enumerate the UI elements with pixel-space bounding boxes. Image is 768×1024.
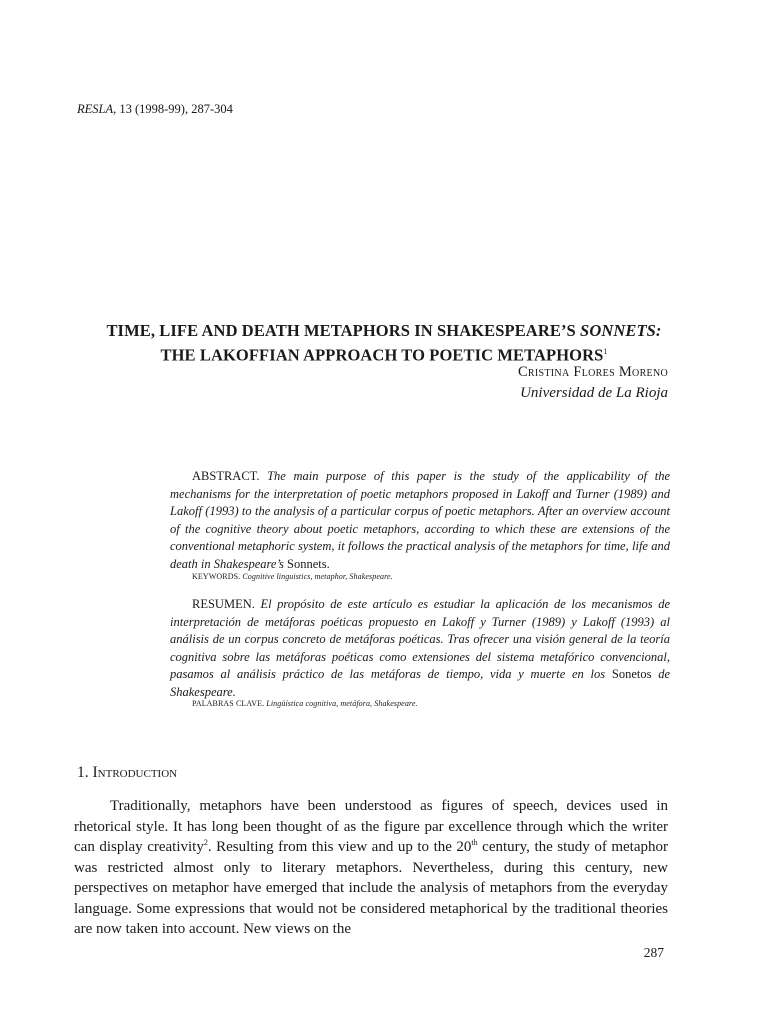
- resumen-end: de Shakespeare.: [170, 667, 671, 699]
- title-footnote-mark: 1: [603, 347, 608, 356]
- resumen-sonetos: Sonetos: [611, 667, 652, 681]
- body-text-3: century, the study of metaphor was restricted almost only to literary metaphors. Nevertheless, during this century, new perspectives on metaphor have emerged that include the analysis of metaphors from the everyday language. Some expressions that would not be considered metaphorical by the traditional theories are now taken into account. New views on the: [74, 839, 668, 937]
- citation-details: , 13 (1998-99), 287-304: [113, 102, 233, 116]
- title-line-2-text: THE LAKOFFIAN APPROACH TO POETIC METAPHORS: [160, 345, 604, 365]
- resumen: [170, 596, 670, 701]
- footnote-mark-2: 2: [203, 838, 208, 847]
- section-heading-introduction: [77, 764, 177, 782]
- palabras-clave: [192, 699, 418, 708]
- paper-title: [60, 320, 708, 366]
- ordinal-suffix: th: [471, 838, 478, 847]
- title-sonnets: SONNETS:: [580, 321, 662, 340]
- body-text-2: . Resulting from this view and up to the 20: [207, 839, 472, 855]
- section-number: 1.: [77, 764, 93, 781]
- resumen-label: RESUMEN.: [192, 597, 255, 611]
- body-text-1: Traditionally, metaphors have been understood as figures of speech, devices used in rhetorical style. It has long been thought of as the figure par excellence through which the writer can display creativity: [74, 798, 668, 855]
- abstract-sonnets: Sonnets.: [287, 556, 330, 571]
- title-line-1: [60, 320, 708, 341]
- journal-citation: [77, 102, 233, 117]
- author-block: [518, 362, 668, 404]
- journal-name: RESLA: [77, 102, 114, 116]
- keywords-text: Cognitive linguistics, metaphor, Shakespeare.: [242, 572, 393, 581]
- page-number: 287: [643, 945, 664, 960]
- keywords: [192, 572, 393, 581]
- abstract: [170, 468, 670, 573]
- body-paragraph: [74, 796, 668, 940]
- abstract-text: The main purpose of this paper is the study of the applicability of the mechanisms for the interpretation of poetic metaphors proposed in Lakoff and Turner (1989) and Lakoff (1993) to the analysis of a particular corpus of poetic metaphors. After an overview account of the cognitive theory about poetic metaphors, according to which these are extensions of the conventional metaphoric system, it follows the practical analysis of the metaphors for time, life and death in Shakespeare’s: [170, 469, 671, 571]
- palabras-label: PALABRAS CLAVE.: [192, 699, 265, 708]
- section-title: Introduction: [92, 764, 178, 781]
- palabras-text: Lingüística cognitiva, metáfora, Shakespeare.: [266, 699, 418, 708]
- resumen-text: El propósito de este artículo es estudiar la aplicación de los mecanismos de interpretación de metáforas poéticas propuesto en Lakoff y Turner (1989) y Lakoff (1993) al análisis de un corpus concreto de metáforas poéticas. Tras ofrecer una visión general de la teoría cognitiva sobre las metáforas poéticas como extensiones del sistema metafórico convencional, pasamos al análisis práctico de las metáforas de tiempo, vida y muerte en los: [170, 597, 671, 681]
- keywords-label: KEYWORDS.: [192, 572, 241, 581]
- abstract-label: ABSTRACT.: [192, 469, 260, 483]
- title-line-1-text: TIME, LIFE AND DEATH METAPHORS IN SHAKESPEARE’S: [106, 321, 581, 340]
- author-affiliation: Universidad de La Rioja: [520, 385, 668, 401]
- author-name: Cristina Flores Moreno: [517, 364, 668, 380]
